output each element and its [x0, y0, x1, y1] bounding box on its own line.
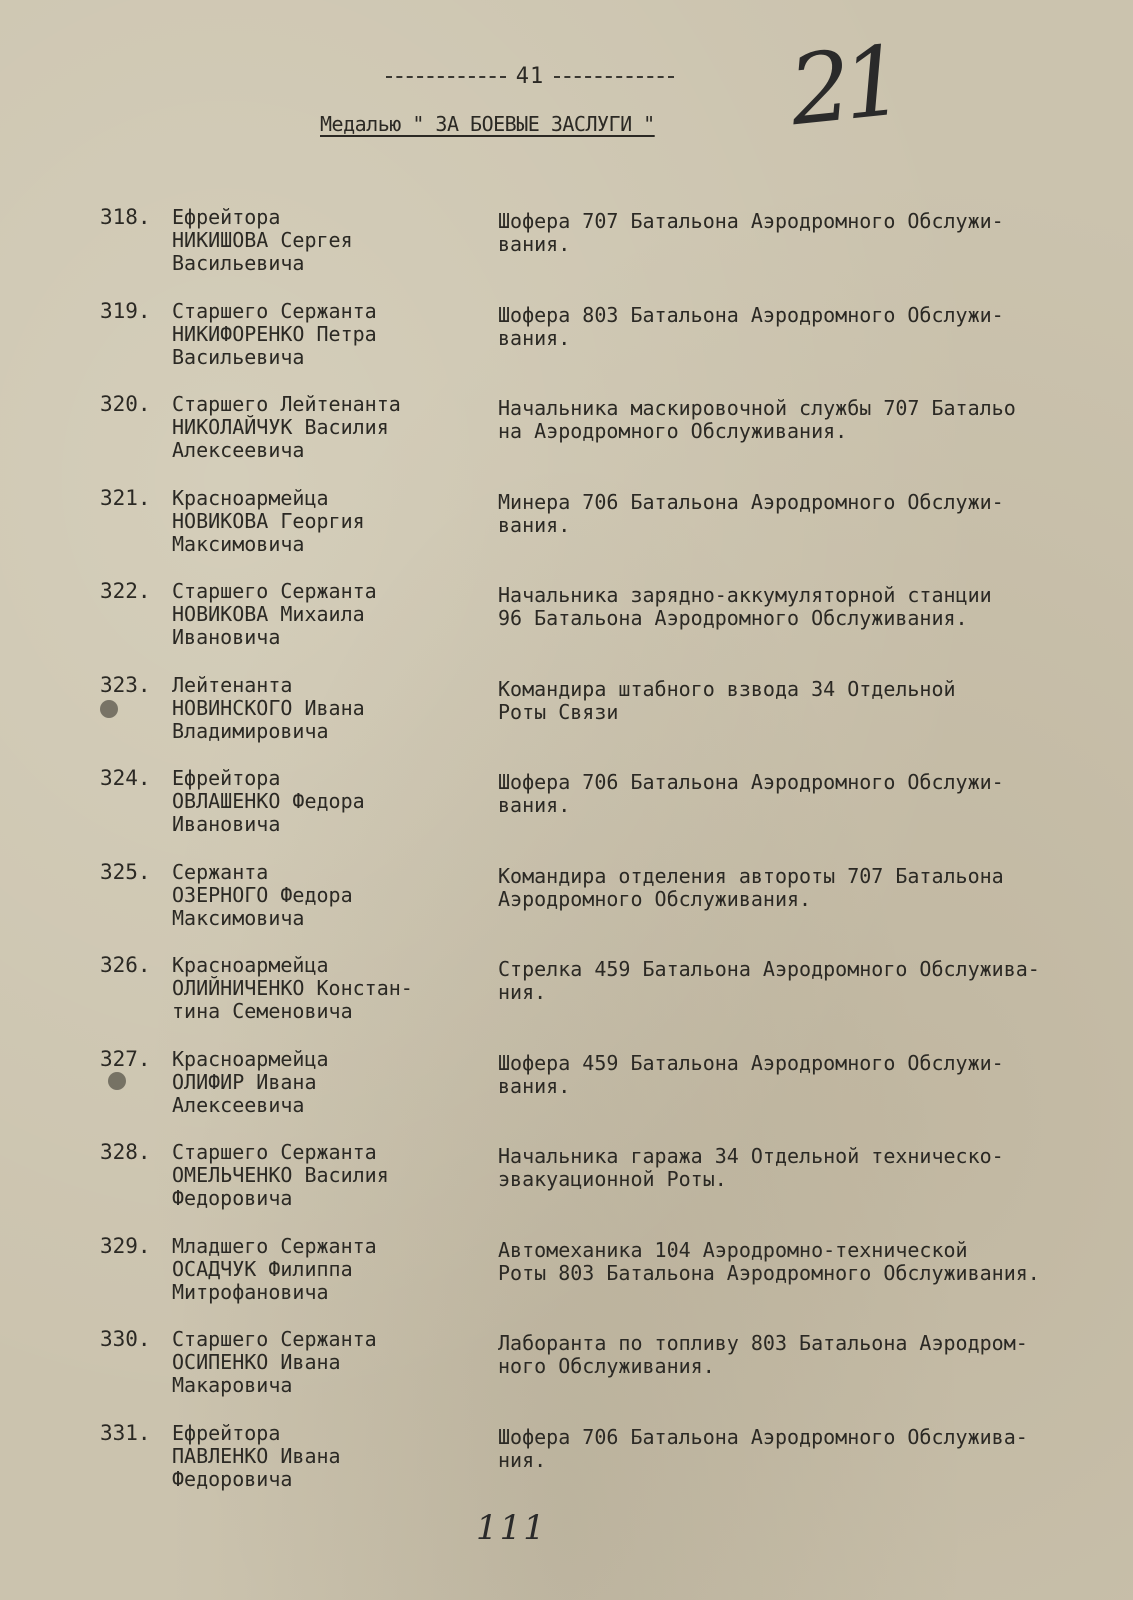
recipient-position-line: Начальника гаража 34 Отдельной техническо- — [498, 1144, 1004, 1168]
recipient-name — [172, 767, 472, 836]
award-entry — [100, 1048, 1100, 1138]
recipient-name — [172, 393, 472, 462]
recipient-name — [172, 1141, 472, 1210]
recipient-name-line: ОСИПЕНКО Ивана — [172, 1350, 341, 1374]
entry-number: 329. — [100, 1233, 151, 1258]
recipient-name-line: Ефрейтора — [172, 766, 281, 790]
recipient-position — [498, 678, 1098, 724]
punch-hole — [108, 1072, 126, 1090]
recipient-position-line: Стрелка 459 Батальона Аэродромного Обслужива- — [498, 957, 1040, 981]
recipient-name-line: НИКОЛАЙЧУК Василия — [172, 415, 389, 439]
recipient-name-line: Ивановича — [172, 625, 281, 649]
recipient-name — [172, 1048, 472, 1117]
entry-number: 319. — [100, 298, 151, 323]
recipient-name — [172, 1235, 472, 1304]
recipient-name-line: тина Семеновича — [172, 999, 353, 1023]
recipient-name-line: Алексеевича — [172, 1092, 305, 1117]
recipient-position-line: Лаборанта по топливу 803 Батальона Аэродром- — [498, 1331, 1028, 1355]
award-entry — [100, 767, 1100, 857]
award-entry — [100, 674, 1100, 764]
recipient-position-line: Начальника маскировочной службы 707 Батальо — [498, 396, 1016, 420]
recipient-position-line: вания. — [498, 232, 571, 256]
recipient-name-line: Митрофановича — [172, 1279, 329, 1304]
award-entry — [100, 1235, 1100, 1325]
recipient-name — [172, 487, 472, 556]
handwritten-footer-mark: 111 — [476, 1508, 547, 1548]
recipient-position-line: Шофера 803 Батальона Аэродромного Обслужи- — [498, 302, 1004, 327]
entry-number: 328. — [100, 1140, 151, 1164]
recipient-position — [498, 1239, 1098, 1285]
recipient-position-line: Командира штабного взвода 34 Отдельной — [498, 676, 956, 701]
recipient-position-line: Шофера 706 Батальона Аэродромного Обслужи- — [498, 770, 1004, 794]
recipient-name-line: Алексеевича — [172, 438, 305, 462]
document-title: Медалью " ЗА БОЕВЫЕ ЗАСЛУГИ " — [320, 112, 655, 136]
recipient-name-line: ОЛИФИР Ивана — [172, 1069, 317, 1094]
recipient-name-line: Старшего Сержанта — [172, 298, 377, 323]
recipient-position — [498, 958, 1098, 1004]
punch-hole — [100, 700, 118, 718]
recipient-name — [172, 1422, 472, 1491]
recipient-name — [172, 1328, 472, 1397]
recipient-name-line: Старшего Сержанта — [172, 579, 377, 603]
recipient-name — [172, 861, 472, 930]
recipient-position-line: Шофера 459 Батальона Аэродромного Обслужи- — [498, 1050, 1004, 1075]
award-entry — [100, 861, 1100, 951]
recipient-position-line: Шофера 707 Батальона Аэродромного Обслужи- — [498, 209, 1004, 233]
recipient-name-line: Лейтенанта — [172, 672, 293, 697]
recipient-position — [498, 865, 1098, 911]
recipient-position-line: ного Обслуживания. — [498, 1354, 715, 1378]
recipient-position — [498, 304, 1098, 350]
recipient-name-line: ОЛИЙНИЧЕНКО Констан- — [172, 976, 413, 1000]
entry-number: 318. — [100, 205, 151, 229]
recipient-position-line: 96 Батальона Аэродромного Обслуживания. — [498, 606, 968, 630]
recipient-position — [498, 1052, 1098, 1098]
award-entry — [100, 1422, 1100, 1512]
recipient-name-line: Васильевича — [172, 251, 305, 275]
recipient-name-line: Красноармейца — [172, 1046, 329, 1071]
award-entry — [100, 580, 1100, 670]
recipient-name-line: Федоровича — [172, 1466, 293, 1491]
award-entry — [100, 954, 1100, 1044]
recipient-name-line: Ивановича — [172, 812, 281, 836]
recipient-name-line: Старшего Сержанта — [172, 1327, 377, 1351]
recipient-name-line: Федоровича — [172, 1186, 293, 1210]
divider — [386, 76, 506, 78]
recipient-name-line: НОВИКОВА Михаила — [172, 602, 365, 626]
recipient-position — [498, 1332, 1098, 1378]
page-number-text: 41 — [515, 64, 545, 89]
recipient-name — [172, 954, 472, 1023]
handwritten-number: 21 — [784, 24, 902, 148]
recipient-name-line: НИКИФОРЕНКО Петра — [172, 321, 377, 346]
entry-number: 324. — [100, 766, 151, 790]
recipient-position-line: Минера 706 Батальона Аэродромного Обслужи- — [498, 489, 1004, 514]
recipient-name-line: ОВЛАШЕНКО Федора — [172, 789, 365, 813]
recipient-name-line: Старшего Лейтенанта — [172, 392, 401, 416]
recipient-position-line: на Аэродромного Обслуживания. — [498, 419, 848, 443]
recipient-position — [498, 771, 1098, 817]
award-entry — [100, 393, 1100, 483]
recipient-name-line: Ефрейтора — [172, 205, 281, 229]
award-entry — [100, 206, 1100, 296]
recipient-position — [498, 1145, 1098, 1191]
recipient-position-line: Автомеханика 104 Аэродромно-технической — [498, 1237, 968, 1262]
recipient-position — [498, 584, 1098, 630]
recipient-position-line: Аэродромного Обслуживания. — [498, 886, 812, 911]
divider — [554, 76, 674, 78]
recipient-name — [172, 674, 472, 743]
recipient-name-line: НОВИКОВА Георгия — [172, 508, 365, 533]
recipient-name-line: Максимовича — [172, 531, 305, 556]
recipient-name-line: Младшего Сержанта — [172, 1233, 377, 1258]
recipient-name-line: Красноармейца — [172, 953, 329, 977]
entry-number: 321. — [100, 485, 151, 510]
recipient-name-line: ОМЕЛЬЧЕНКО Василия — [172, 1163, 389, 1187]
recipient-name-line: Максимовича — [172, 905, 305, 930]
recipient-name-line: Макаровича — [172, 1373, 293, 1397]
recipient-name-line: ОЗЕРНОГО Федора — [172, 882, 353, 907]
recipient-name — [172, 580, 472, 649]
recipient-position — [498, 1426, 1098, 1472]
entry-number: 325. — [100, 859, 151, 884]
recipient-position-line: ния. — [498, 1447, 547, 1472]
award-entry — [100, 1328, 1100, 1418]
recipient-name-line: Васильевича — [172, 344, 305, 369]
award-entry — [100, 487, 1100, 577]
award-entry — [100, 300, 1100, 390]
recipient-name-line: НИКИШОВА Сергея — [172, 228, 353, 252]
recipient-name-line: Владимировича — [172, 718, 329, 743]
recipient-position — [498, 210, 1098, 256]
recipient-position-line: ния. — [498, 980, 547, 1004]
entry-number: 331. — [100, 1420, 151, 1445]
recipient-name — [172, 300, 472, 369]
page-number — [330, 64, 730, 89]
recipient-name — [172, 206, 472, 275]
entry-number: 327. — [100, 1046, 151, 1071]
recipient-position — [498, 397, 1098, 443]
recipient-name-line: ПАВЛЕНКО Ивана — [172, 1443, 341, 1468]
recipient-position-line: вания. — [498, 512, 571, 537]
recipient-position-line: Командира отделения автороты 707 Батальона — [498, 863, 1004, 888]
recipient-name-line: Красноармейца — [172, 485, 329, 510]
recipient-position-line: Роты Связи — [498, 699, 619, 724]
recipient-name-line: Сержанта — [172, 859, 269, 884]
recipient-position-line: вания. — [498, 325, 571, 350]
recipient-position-line: Шофера 706 Батальона Аэродромного Обслужива- — [498, 1424, 1028, 1449]
recipient-position-line: вания. — [498, 1073, 571, 1098]
entry-number: 326. — [100, 953, 151, 977]
award-entry — [100, 1141, 1100, 1231]
recipient-position — [498, 491, 1098, 537]
recipient-position-line: эвакуационной Роты. — [498, 1167, 727, 1191]
recipient-name-line: НОВИНСКОГО Ивана — [172, 695, 365, 720]
recipient-position-line: Роты 803 Батальона Аэродромного Обслуживания. — [498, 1260, 1040, 1285]
entry-number: 330. — [100, 1327, 151, 1351]
recipient-position-line: вания. — [498, 793, 571, 817]
recipient-position-line: Начальника зарядно-аккумуляторной станции — [498, 583, 992, 607]
recipient-name-line: Старшего Сержанта — [172, 1140, 377, 1164]
entry-number: 322. — [100, 579, 151, 603]
entry-number: 323. — [100, 672, 151, 697]
recipient-name-line: Ефрейтора — [172, 1420, 281, 1445]
recipient-name-line: ОСАДЧУК Филиппа — [172, 1256, 353, 1281]
entry-number: 320. — [100, 392, 151, 416]
